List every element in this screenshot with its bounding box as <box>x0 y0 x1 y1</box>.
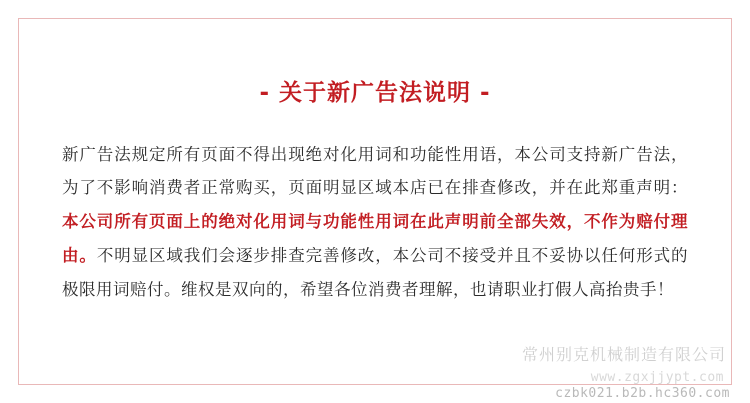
body-emphasis: 本公司所有页面上的绝对化用词与功能性用词在此声明前全部失效，不作为赔付理由。 <box>62 212 688 266</box>
body-part-one: 新广告法规定所有页面不得出现绝对化用词和功能性用语，本公司支持新广告法，为了不影响消费者正常购买，页面明显区域本店已在排查修改，并在此郑重声明： <box>62 144 688 198</box>
page-title: - 关于新广告法说明 - <box>259 80 491 106</box>
watermark-shop-name: 常州别克机械制造有限公司 <box>521 345 726 364</box>
announcement-body <box>52 138 698 307</box>
watermark-site-url: www.zgxjjypt.com <box>590 370 724 385</box>
watermark-domain-url: czbk021.b2b.hc360.com <box>555 386 730 401</box>
body-part-two: 不明显区域我们会逐步排查完善修改，本公司不接受并且不妥协以任何形式的极限用词赔付。维权是双向的，希望各位消费者理解，也请职业打假人高抬贵手！ <box>62 246 689 299</box>
